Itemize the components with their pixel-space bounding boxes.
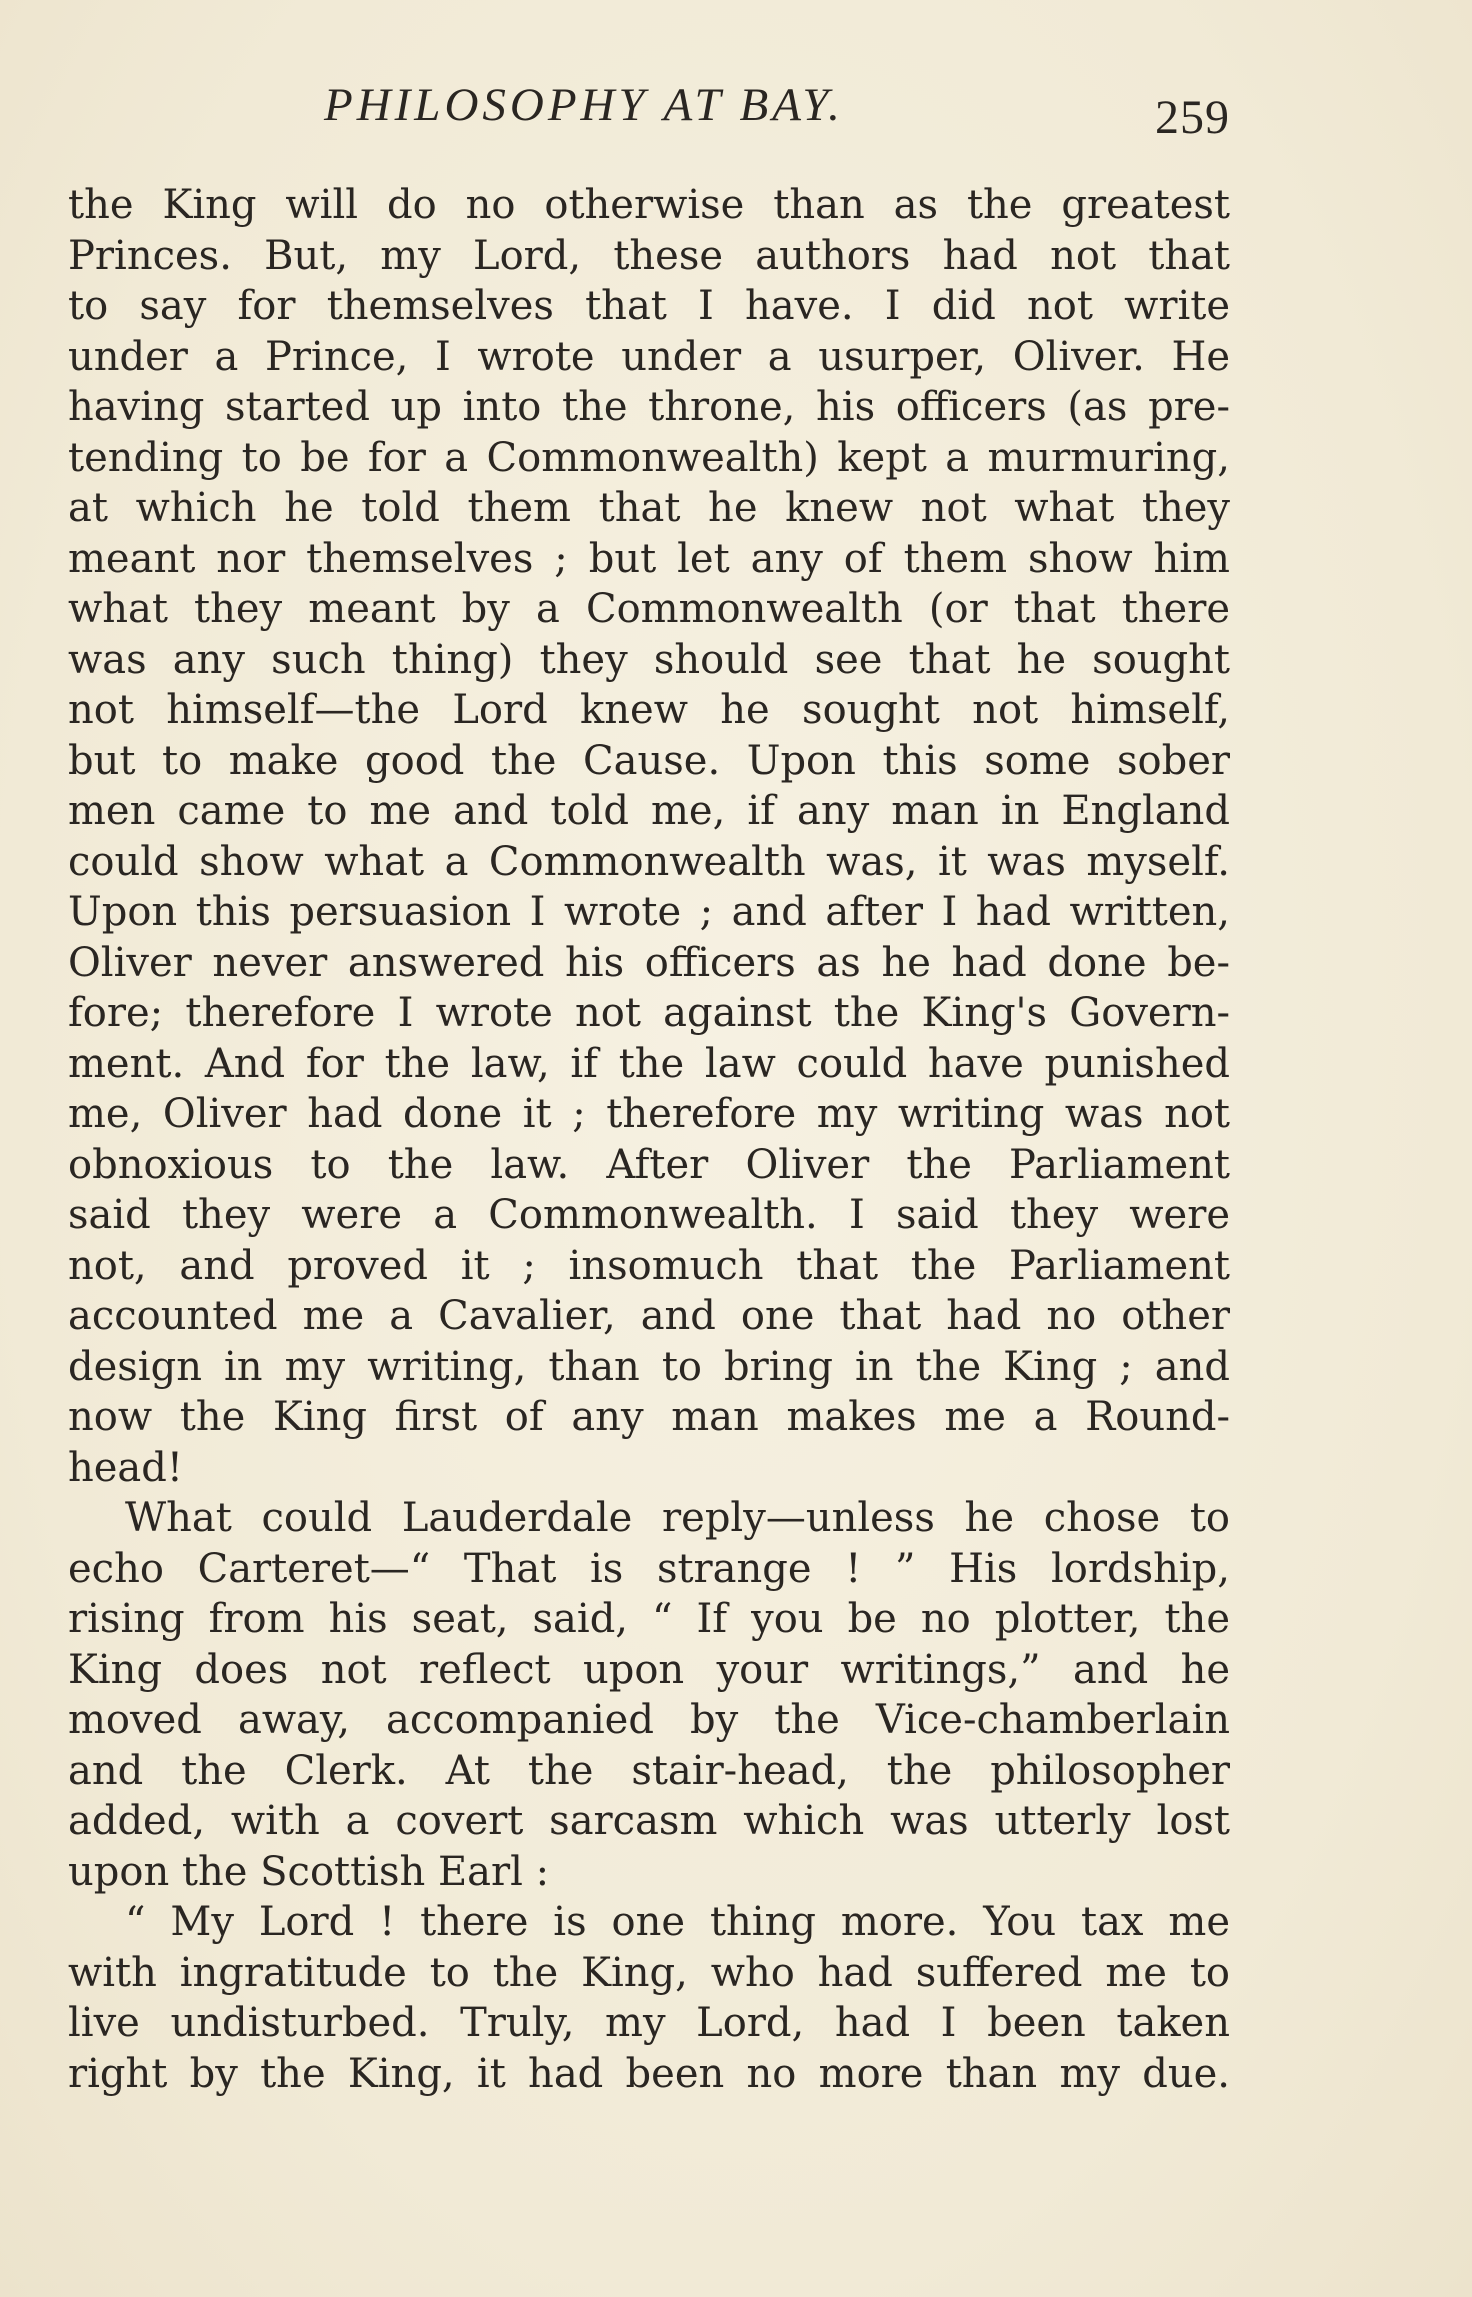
text-line: live undisturbed. Truly, my Lord, had I been taken	[68, 2000, 1230, 2046]
text-line: was any such thing) they should see that he sought	[68, 636, 1230, 683]
text-line: meant nor themselves ; but let any of them show him	[68, 535, 1230, 582]
text-line: but to make good the Cause. Upon this some sober	[68, 737, 1230, 784]
text-line: tending to be for a Commonwealth) kept a murmuring,	[68, 434, 1230, 481]
text-line: what they meant by a Commonwealth (or that there	[68, 586, 1230, 632]
running-title: PHILOSOPHY AT BAY.	[324, 79, 844, 131]
text-line: moved away, accompanied by the Vice-chamberlain	[68, 1697, 1230, 1743]
text-line: me, Oliver had done it ; therefore my writing was not	[68, 1091, 1230, 1137]
text-line: not, and proved it ; insomuch that the Parliament	[68, 1242, 1230, 1289]
text-line: not himself—the Lord knew he sought not himself,	[68, 687, 1230, 733]
text-line: having started up into the throne, his officers (as pre-	[68, 384, 1230, 430]
text-line: King does not reflect upon your writings,” and he	[68, 1646, 1230, 1693]
text-line: head!	[68, 1444, 183, 1491]
text-line: now the King first of any man makes me a Round-	[68, 1394, 1230, 1440]
text-line: the King will do no otherwise than as the greatest	[68, 182, 1230, 228]
text-line: right by the King, it had been no more than my due.	[68, 2050, 1230, 2097]
body-text	[68, 180, 1230, 2099]
page-header	[68, 78, 1230, 144]
text-line: obnoxious to the law. After Oliver the Parliament	[68, 1141, 1230, 1188]
text-line: Upon this persuasion I wrote ; and after I had written,	[68, 889, 1230, 935]
page-number: 259	[1155, 91, 1230, 144]
text-line: added, with a covert sarcasm which was utterly lost	[68, 1798, 1230, 1844]
text-line: rising from his seat, said, “ If you be no plotter, the	[68, 1596, 1230, 1642]
text-line: under a Prince, I wrote under a usurper, Oliver. He	[68, 333, 1230, 380]
text-line: What could Lauderdale reply—unless he chose to	[125, 1495, 1230, 1541]
text-line: fore; therefore I wrote not against the King's Govern-	[68, 990, 1230, 1036]
text-line: accounted me a Cavalier, and one that had no other	[68, 1293, 1230, 1339]
text-line: to say for themselves that I have. I did not write	[68, 283, 1230, 329]
text-line: at which he told them that he knew not what they	[68, 485, 1230, 531]
text-line: with ingratitude to the King, who had suffered me to	[68, 1949, 1230, 1996]
text-line: said they were a Commonwealth. I said they were	[68, 1192, 1230, 1238]
text-line: Princes. But, my Lord, these authors had not that	[68, 232, 1230, 279]
text-line: men came to me and told me, if any man in England	[68, 788, 1230, 834]
text-line: upon the Scottish Earl :	[68, 1848, 550, 1895]
text-line: ment. And for the law, if the law could have punished	[68, 1040, 1230, 1087]
text-line: design in my writing, than to bring in the King ; and	[68, 1343, 1230, 1390]
text-line: Oliver never answered his officers as he had done be-	[68, 939, 1230, 986]
text-line: echo Carteret—“ That is strange ! ” His lordship,	[68, 1545, 1230, 1592]
text-line: and the Clerk. At the stair-head, the philosopher	[68, 1747, 1230, 1794]
text-line: “ My Lord ! there is one thing more. You tax me	[125, 1899, 1230, 1945]
text-line: could show what a Commonwealth was, it was myself.	[68, 838, 1230, 885]
